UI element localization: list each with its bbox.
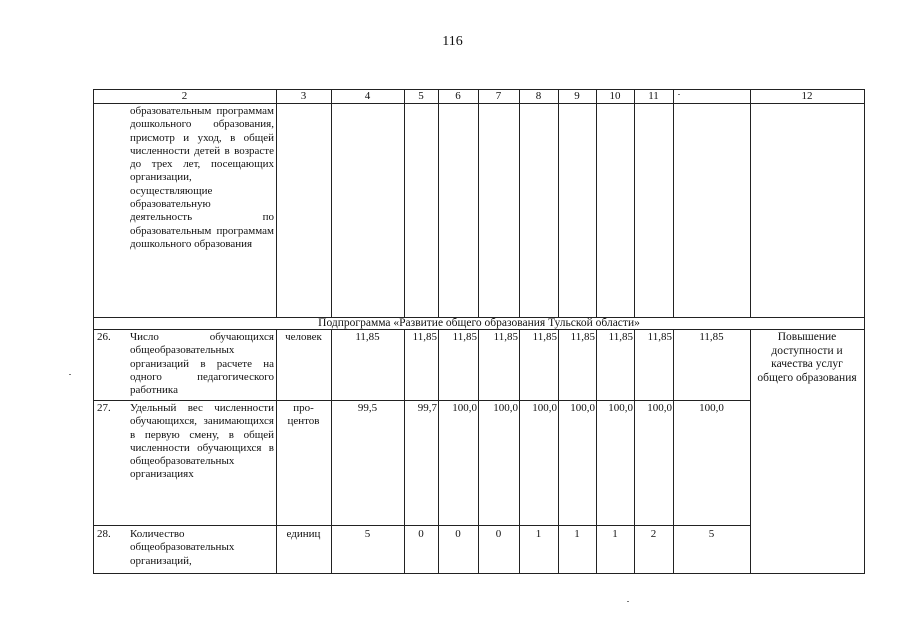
row-26-col5: 11,85: [412, 331, 437, 343]
row-27-col8: 100,0: [532, 402, 557, 414]
row-27-col7: 100,0: [493, 402, 518, 414]
row-28-name: Количество общеобразовательных организаций,: [130, 528, 235, 567]
row-28-col8: 1: [535, 528, 542, 540]
row-26-col7: 11,85: [493, 331, 518, 343]
row-28-number: 28.: [97, 528, 111, 540]
row-28-col7: 0: [495, 528, 502, 540]
row-27-col5: 99,7: [417, 402, 437, 414]
header-col-3: 3: [300, 90, 307, 102]
row-26-col4: 11,85: [355, 331, 380, 343]
scan-speck: [678, 94, 680, 95]
row-26-name: Число обучающихся общеобразовательных организаций в расчете на одного педагогического работника: [130, 331, 274, 397]
row-26-unit: человек: [285, 331, 322, 343]
row-27-number: 27.: [97, 402, 111, 414]
row-26-col11: 11,85: [647, 331, 672, 343]
row-28-col6: 0: [455, 528, 461, 540]
continued-indicator-name: образовательным программам дошкольного образования, присмотр и уход, в общей численности детей в возрасте до трех лет, посещающих организации, осуществляющие образовательную деятельность по образовательным программам дошкольного образования: [130, 105, 274, 250]
header-col-12: 12: [801, 90, 813, 102]
row-27-col4: 99,5: [357, 402, 378, 414]
row-28-unit: единиц: [286, 528, 321, 540]
row-27-col10: 100,0: [608, 402, 633, 414]
row-28-col-last: 5: [708, 528, 715, 540]
row-28-col10: 1: [612, 528, 618, 540]
scan-speck: [69, 374, 71, 375]
row-27-col9: 100,0: [570, 402, 595, 414]
row-26-col10: 11,85: [608, 331, 633, 343]
row-27-col6: 100,0: [452, 402, 477, 414]
row-28-col4: 5: [364, 528, 371, 540]
header-col-9: 9: [574, 90, 580, 102]
scan-speck: [627, 601, 629, 602]
header-col-11: 11: [648, 90, 659, 102]
header-col-4: 4: [364, 90, 371, 102]
row-28-col9: 1: [574, 528, 580, 540]
row-28-col5: 0: [418, 528, 424, 540]
expected-result: Повышение доступности и качества услуг общего образования: [757, 331, 857, 384]
row-27-col-last: 100,0: [699, 402, 724, 414]
header-col-2: 2: [181, 90, 188, 102]
header-col-8: 8: [535, 90, 542, 102]
row-27-col11: 100,0: [647, 402, 672, 414]
header-col-5: 5: [418, 90, 424, 102]
row-26-number: 26.: [97, 331, 111, 343]
row-27-unit: про- центов: [287, 402, 320, 428]
row-28-col11: 2: [650, 528, 657, 540]
page-number: 116: [442, 34, 463, 49]
row-27-name: Удельный вес численности обучающихся, занимающихся в первую смену, в общей численности обучающихся в общеобразовательных организациях: [130, 402, 274, 481]
header-col-6: 6: [455, 90, 461, 102]
header-col-10: 10: [609, 90, 621, 102]
header-col-7: 7: [495, 90, 502, 102]
row-26-col8: 11,85: [532, 331, 557, 343]
row-26-col9: 11,85: [570, 331, 595, 343]
indicators-table: [93, 89, 865, 573]
row-26-col6: 11,85: [452, 331, 477, 343]
row-26-col-last: 11,85: [699, 331, 724, 343]
subprogram-title: Подпрограмма «Развитие общего образования Тульской области»: [318, 317, 640, 329]
